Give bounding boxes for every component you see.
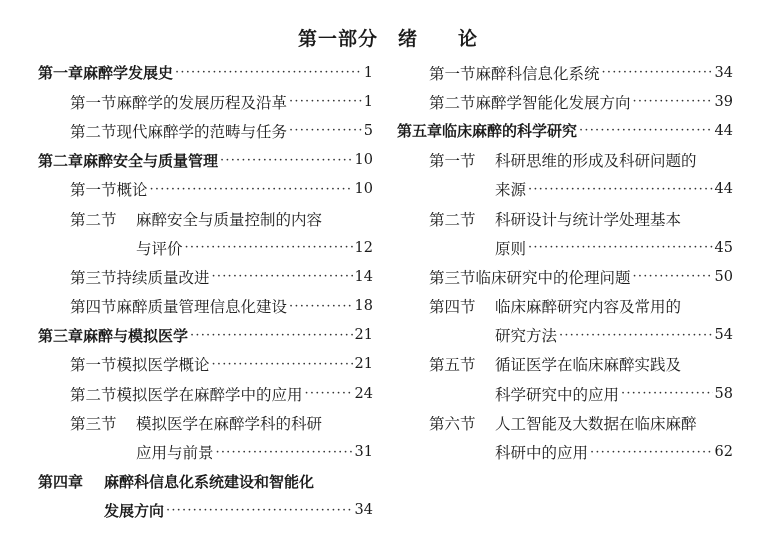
toc-chapter-entry[interactable] bbox=[38, 321, 373, 350]
dot-leader bbox=[185, 240, 353, 255]
toc-section-entry[interactable] bbox=[397, 146, 733, 175]
page-number: 50 bbox=[714, 268, 733, 285]
toc-continuation-entry[interactable] bbox=[38, 496, 373, 525]
toc-chapter-entry[interactable] bbox=[38, 467, 373, 496]
page-number: 12 bbox=[354, 239, 373, 256]
page-number: 45 bbox=[714, 239, 733, 256]
dot-leader bbox=[212, 269, 353, 284]
toc-section-entry[interactable] bbox=[38, 262, 373, 291]
toc-section-entry[interactable] bbox=[38, 350, 373, 379]
page-number: 34 bbox=[354, 502, 373, 519]
chapter-number: 第五章 bbox=[397, 122, 443, 141]
page-number: 10 bbox=[354, 152, 373, 169]
page-number: 1 bbox=[363, 93, 373, 110]
entry-title: 麻醉质量管理信息化建设 bbox=[116, 298, 288, 317]
page-number: 18 bbox=[354, 298, 373, 315]
toc-section-entry[interactable] bbox=[397, 58, 733, 87]
entry-title: 科研设计与统计学处理基本 bbox=[495, 210, 682, 229]
entry-title: 临床麻醉研究内容及常用的 bbox=[495, 298, 682, 317]
dot-leader bbox=[528, 240, 713, 255]
toc-section-entry[interactable] bbox=[38, 175, 373, 204]
entry-title: 麻醉学发展史 bbox=[83, 64, 174, 83]
entry-title: 麻醉科信息化系统建设和智能化 bbox=[104, 472, 315, 491]
toc-section-entry[interactable] bbox=[38, 204, 373, 233]
toc-section-entry[interactable] bbox=[397, 350, 733, 379]
toc-section-entry[interactable] bbox=[38, 379, 373, 408]
entry-title: 麻醉安全与质量控制的内容 bbox=[136, 210, 323, 229]
entry-title: 科研中的应用 bbox=[495, 444, 589, 463]
section-number: 第四节 bbox=[429, 298, 476, 317]
page-number: 24 bbox=[354, 385, 373, 402]
dot-leader bbox=[621, 386, 713, 401]
dot-leader bbox=[590, 445, 713, 460]
dot-leader bbox=[190, 328, 353, 343]
dot-leader bbox=[220, 153, 353, 168]
page-number: 58 bbox=[714, 385, 733, 402]
entry-title: 模拟医学概论 bbox=[116, 356, 210, 375]
toc-section-entry[interactable] bbox=[38, 292, 373, 321]
dot-leader bbox=[559, 328, 713, 343]
section-number: 第五节 bbox=[429, 356, 476, 375]
section-number: 第三节 bbox=[70, 414, 117, 433]
section-number: 第二节 bbox=[70, 122, 117, 141]
toc-section-entry[interactable] bbox=[397, 262, 733, 291]
dot-leader bbox=[602, 65, 713, 80]
toc-section-entry[interactable] bbox=[38, 87, 373, 116]
toc-chapter-entry[interactable] bbox=[397, 116, 733, 145]
dot-leader bbox=[212, 357, 353, 372]
entry-title: 麻醉学智能化发展方向 bbox=[475, 93, 631, 112]
page-number: 44 bbox=[714, 122, 733, 139]
dot-leader bbox=[289, 299, 353, 314]
page-number: 21 bbox=[354, 356, 373, 373]
entry-title: 来源 bbox=[495, 181, 527, 200]
section-number: 第一节 bbox=[429, 64, 476, 83]
dot-leader bbox=[289, 94, 362, 109]
toc-left-column bbox=[38, 58, 373, 525]
entry-title: 持续质量改进 bbox=[116, 268, 210, 287]
chapter-number: 第三章 bbox=[38, 326, 84, 345]
entry-title: 科学研究中的应用 bbox=[495, 385, 620, 404]
chapter-number: 第四章 bbox=[38, 472, 84, 491]
toc-continuation-entry[interactable] bbox=[38, 437, 373, 466]
section-number: 第二节 bbox=[70, 210, 117, 229]
section-number: 第一节 bbox=[70, 356, 117, 375]
toc-continuation-entry[interactable] bbox=[397, 321, 733, 350]
entry-title: 科研思维的形成及科研问题的 bbox=[495, 152, 697, 171]
page-number: 14 bbox=[354, 268, 373, 285]
page-number: 1 bbox=[363, 64, 373, 81]
page-number: 54 bbox=[714, 327, 733, 344]
section-number: 第一节 bbox=[429, 152, 476, 171]
dot-leader bbox=[579, 123, 713, 138]
page-number: 31 bbox=[354, 444, 373, 461]
dot-leader bbox=[175, 65, 362, 80]
entry-title: 人工智能及大数据在临床麻醉 bbox=[495, 414, 697, 433]
section-number: 第一节 bbox=[70, 181, 117, 200]
dot-leader bbox=[633, 269, 713, 284]
entry-title: 现代麻醉学的范畴与任务 bbox=[116, 122, 288, 141]
toc-continuation-entry[interactable] bbox=[397, 175, 733, 204]
entry-title: 临床研究中的伦理问题 bbox=[475, 268, 631, 287]
dot-leader bbox=[528, 182, 713, 197]
entry-title: 模拟医学在麻醉学科的科研 bbox=[136, 414, 323, 433]
toc-chapter-entry[interactable] bbox=[38, 58, 373, 87]
entry-title: 发展方向 bbox=[104, 501, 165, 520]
section-number: 第二节 bbox=[429, 210, 476, 229]
toc-section-entry[interactable] bbox=[397, 408, 733, 437]
page-number: 34 bbox=[714, 64, 733, 81]
page-number: 39 bbox=[714, 93, 733, 110]
chapter-number: 第二章 bbox=[38, 151, 84, 170]
section-number: 第一节 bbox=[70, 93, 117, 112]
dot-leader bbox=[150, 182, 353, 197]
toc-section-entry[interactable] bbox=[397, 87, 733, 116]
dot-leader bbox=[305, 386, 353, 401]
entry-title: 概论 bbox=[116, 181, 148, 200]
dot-leader bbox=[289, 123, 362, 138]
dot-leader bbox=[216, 445, 353, 460]
section-number: 第三节 bbox=[70, 268, 117, 287]
entry-title: 应用与前景 bbox=[136, 444, 214, 463]
section-number: 第二节 bbox=[429, 93, 476, 112]
toc-right-column bbox=[397, 58, 733, 467]
toc-section-entry[interactable] bbox=[397, 204, 733, 233]
section-number: 第二节 bbox=[70, 385, 117, 404]
dot-leader bbox=[166, 503, 353, 518]
toc-section-entry[interactable] bbox=[38, 116, 373, 145]
toc-continuation-entry[interactable] bbox=[38, 233, 373, 262]
entry-title: 循证医学在临床麻醉实践及 bbox=[495, 356, 682, 375]
toc-section-entry[interactable] bbox=[397, 292, 733, 321]
entry-title: 麻醉与模拟医学 bbox=[83, 326, 189, 345]
entry-title: 麻醉学的发展历程及沿革 bbox=[116, 93, 288, 112]
toc-section-entry[interactable] bbox=[38, 408, 373, 437]
page-number: 62 bbox=[714, 444, 733, 461]
entry-title: 麻醉科信息化系统 bbox=[475, 64, 600, 83]
page-number: 44 bbox=[714, 181, 733, 198]
entry-title: 研究方法 bbox=[495, 327, 558, 346]
toc-continuation-entry[interactable] bbox=[397, 437, 733, 466]
entry-title: 麻醉安全与质量管理 bbox=[83, 151, 219, 170]
part-title: 第一部分 绪 论 bbox=[297, 28, 478, 50]
section-number: 第六节 bbox=[429, 414, 476, 433]
page-number: 5 bbox=[363, 122, 373, 139]
page-number: 10 bbox=[354, 181, 373, 198]
page-number: 21 bbox=[354, 327, 373, 344]
toc-chapter-entry[interactable] bbox=[38, 146, 373, 175]
toc-continuation-entry[interactable] bbox=[397, 379, 733, 408]
entry-title: 临床麻醉的科学研究 bbox=[442, 122, 578, 141]
entry-title: 原则 bbox=[495, 239, 527, 258]
section-number: 第四节 bbox=[70, 298, 117, 317]
section-number: 第三节 bbox=[429, 268, 476, 287]
entry-title: 与评价 bbox=[136, 239, 183, 258]
chapter-number: 第一章 bbox=[38, 64, 84, 83]
dot-leader bbox=[633, 94, 713, 109]
entry-title: 模拟医学在麻醉学中的应用 bbox=[116, 385, 303, 404]
toc-continuation-entry[interactable] bbox=[397, 233, 733, 262]
